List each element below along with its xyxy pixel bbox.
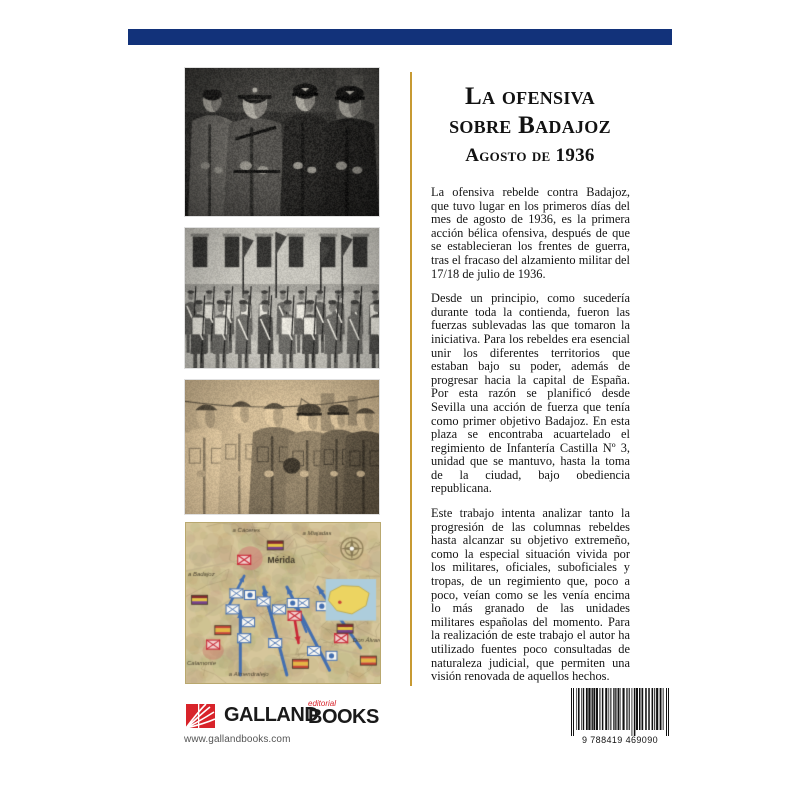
gold-vertical-divider xyxy=(410,72,412,686)
map-merida-operations xyxy=(185,522,381,684)
photo-troops-formation xyxy=(185,228,379,368)
photo-officers-group xyxy=(185,380,379,514)
top-blue-band xyxy=(128,29,672,45)
page-title xyxy=(430,82,630,169)
blurb-paragraph: La ofensiva rebelde contra Badajoz, que tuvo lugar en los primeros días del mes de agosto de 1936, es la primera acción bélica ofensiva, después de que se establecieran los frentes de guerra, tras el fracaso del alzamiento militar del 17/18 de julio de 1936. xyxy=(431,185,630,281)
publisher-name-secondary: BOOKS xyxy=(308,706,379,728)
publisher-name-primary: GALLAND xyxy=(224,704,319,726)
blurb-paragraph: Desde un principio, como sucedería durante toda la contienda, fueron las fuerzas sublevadas las que tomaron la iniciativa. Para los rebeldes era esencial unir los diferentes territorios que estaban bajo su poder, además de progresar hacia la capital de España. Por esta razón se planificó desde Sevilla una acción de fuerza que tenía como primer objetivo Badajoz. En esta plaza se encontraba acuartelado el regimiento de Infantería Castilla Nº 3, unidad que se mantuvo, hasta la toma de la ciudad, bajo obediencia republicana. xyxy=(431,291,630,496)
publisher-website: www.gallandbooks.com xyxy=(184,734,291,745)
title-line-2: sobre Badajoz xyxy=(449,112,611,139)
title-line-1: La ofensiva xyxy=(465,83,595,110)
barcode-digits: 9 788419 469090 xyxy=(581,735,659,745)
book-pages-icon xyxy=(184,702,218,730)
photo-officers-meeting xyxy=(185,68,379,216)
title-subtitle: Agosto de 1936 xyxy=(465,145,595,166)
back-cover-blurb xyxy=(431,186,630,684)
barcode-bars xyxy=(568,688,672,736)
isbn-barcode xyxy=(568,688,672,750)
publisher-logo xyxy=(184,699,379,748)
publisher-tagline: editorial xyxy=(308,699,337,708)
blurb-paragraph: Este trabajo intenta analizar tanto la progresión de las columnas rebeldes hasta alcanzar su objetivo extremeño, como la especial situación vivida por los militares, oficiales, suboficiales y tropas, de un regimiento que, poco a poco, veían como se les venía encima lo más granado de las unidades militares españolas del momento. Para la realización de este trabajo el autor ha utilizado fuentes poco consultadas de naturaleza judicial, que permiten una visión renovada de aquellos hechos. xyxy=(431,506,630,684)
